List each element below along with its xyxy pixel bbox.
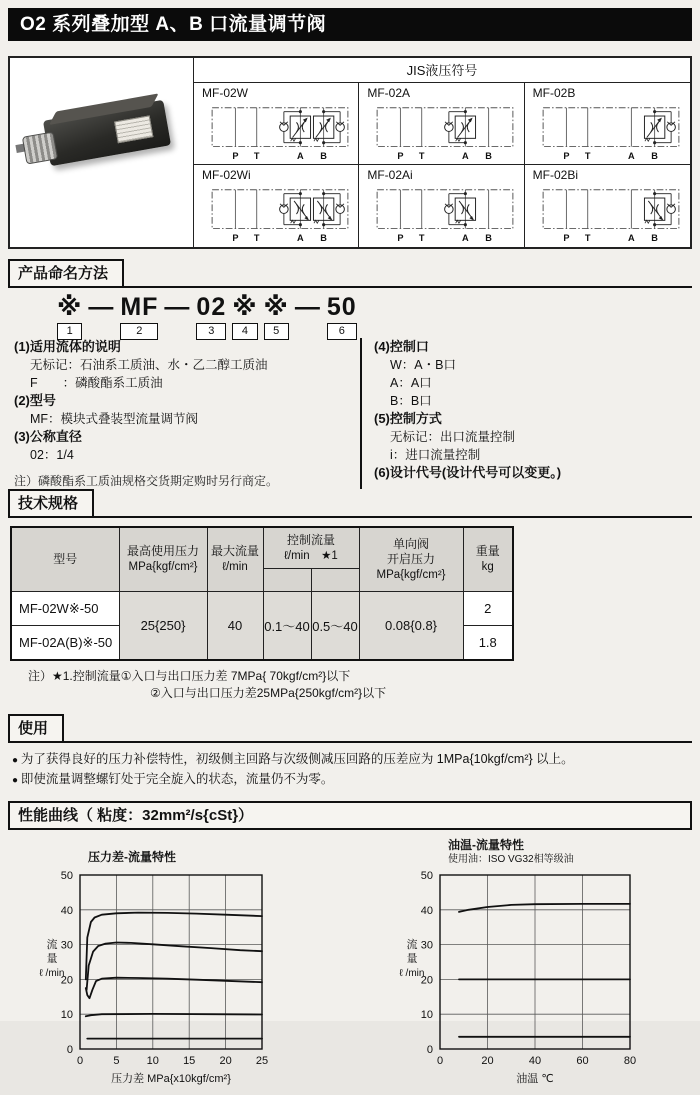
cell-check: 0.08{0.8} (359, 592, 463, 661)
model-code-segment (120, 295, 158, 340)
naming-item-line: W：A・B口 (390, 358, 456, 372)
section-naming (8, 259, 692, 288)
svg-text:0: 0 (436, 1055, 444, 1067)
svg-text:20: 20 (60, 974, 73, 987)
model-code-glyph: 02 (196, 293, 227, 321)
jis-hydraulic-symbol (369, 101, 521, 165)
svg-text:A: A (628, 233, 636, 244)
col-control-flow (263, 527, 359, 569)
cell-weight-1: 2 (463, 592, 513, 626)
svg-text:P: P (563, 151, 570, 162)
model-code-segment (57, 295, 82, 340)
model-code-glyph: MF (120, 293, 159, 321)
svg-text:P: P (563, 233, 570, 244)
jis-hydraulic-symbol (535, 183, 687, 247)
svg-text:0: 0 (76, 1055, 84, 1067)
model-code-segment (232, 295, 257, 340)
svg-text:40: 40 (528, 1055, 542, 1067)
jis-hydraulic-symbol (204, 183, 356, 247)
svg-text:10: 10 (420, 1009, 433, 1022)
model-code-segment (196, 295, 226, 340)
jis-cell-MF-02Bi (525, 165, 690, 247)
svg-text:油温 ℃: 油温 ℃ (516, 1073, 554, 1085)
model-code-number: 6 (327, 323, 357, 340)
naming-item-head: (2)型号 (14, 393, 56, 408)
model-code-glyph: ※ (232, 293, 258, 321)
col-max-pressure-unit: MPa{kgf/cm²} (128, 561, 198, 573)
svg-text:0: 0 (426, 1044, 433, 1056)
jis-hydraulic-symbol (204, 101, 356, 165)
svg-text:5: 5 (113, 1055, 120, 1067)
table-row (11, 592, 513, 626)
naming-explanations (8, 338, 692, 489)
usage-list (12, 750, 692, 790)
svg-text:T: T (419, 151, 426, 162)
model-code-dash (164, 295, 190, 320)
naming-item-head: (5)控制方式 (374, 411, 442, 426)
svg-text:10: 10 (146, 1055, 159, 1067)
svg-text:50: 50 (420, 870, 433, 882)
col-weight-unit: kg (481, 561, 494, 573)
oiltemp-flow-chart-block (392, 836, 692, 1095)
col-max-flow-label: 最大流量 (210, 544, 259, 558)
naming-item-line: A：A口 (390, 376, 432, 390)
cell-model-1: MF-02W※-50 (11, 592, 119, 626)
svg-text:20: 20 (481, 1055, 494, 1067)
valve-nameplate (114, 115, 153, 143)
col-control-flow-label: 控制流量 (286, 532, 335, 547)
col-weight (463, 527, 513, 592)
svg-text:ℓ /min: ℓ /min (39, 968, 65, 979)
svg-text:量: 量 (46, 953, 58, 965)
svg-text:20: 20 (219, 1055, 232, 1067)
model-code-number: 3 (196, 323, 226, 340)
col-check-valve-label2: 开启压力 (386, 551, 435, 566)
jis-cell-MF-02B (525, 83, 690, 165)
spec-note-line: 注）★1.控制流量①入口与出口压力差 7MPa{ 70kgf/cm²}以下 (28, 669, 351, 683)
col-control-flow-unit: ℓ/min ★1 (284, 549, 338, 562)
valve-body-image (43, 100, 171, 166)
jis-model-label: MF-02Ai (367, 168, 413, 182)
col-check-valve-label1: 单向阀 (392, 536, 429, 551)
svg-text:B: B (651, 233, 659, 244)
svg-text:0: 0 (66, 1044, 73, 1056)
usage-bullet: ● 即使流量调整螺钉处于完全旋入的状态，流量仍不为零。 (12, 770, 692, 790)
svg-text:B: B (651, 151, 659, 162)
pressure-flow-chart (32, 869, 350, 1095)
svg-text:B: B (320, 233, 328, 244)
svg-text:40: 40 (60, 904, 73, 917)
naming-item-line: B：B口 (390, 394, 432, 408)
jis-cell-MF-02Wi (194, 165, 359, 247)
model-code-number: 2 (120, 323, 158, 340)
svg-text:T: T (254, 151, 260, 162)
svg-text:T: T (254, 233, 260, 244)
svg-text:30: 30 (60, 939, 73, 952)
svg-text:40: 40 (420, 904, 433, 917)
naming-left-column (8, 338, 360, 489)
model-code-glyph: 50 (326, 293, 357, 321)
svg-text:15: 15 (183, 1055, 196, 1067)
jis-cell-MF-02A (359, 83, 524, 165)
cell-model-2: MF-02A(B)※-50 (11, 626, 119, 661)
section-usage-title: 使用 (8, 714, 64, 741)
model-code-glyph: ※ (57, 293, 83, 321)
svg-text:10: 10 (60, 1009, 73, 1022)
naming-item-line: MF：模块式叠装型流量调节阀 (30, 412, 199, 426)
col-check-valve-unit: MPa{kgf/cm²} (376, 568, 446, 581)
cell-maxflow: 40 (207, 592, 263, 661)
svg-text:P: P (397, 151, 404, 162)
model-code-number: 4 (232, 323, 257, 340)
svg-text:B: B (485, 151, 493, 162)
svg-text:B: B (320, 151, 328, 162)
cell-pressure: 25{250} (119, 592, 207, 661)
pressure-flow-chart-block (32, 836, 358, 1095)
svg-text:20: 20 (420, 974, 433, 987)
svg-text:30: 30 (420, 939, 433, 952)
svg-text:B: B (485, 233, 493, 244)
naming-item-line: F ：磷酸酯系工质油 (30, 376, 163, 390)
naming-item-head: (3)公称直径 (14, 429, 82, 444)
svg-text:T: T (419, 233, 426, 244)
svg-text:A: A (297, 233, 304, 244)
section-performance (8, 801, 692, 830)
naming-right-column (360, 338, 692, 489)
pressure-flow-chart-title: 压力差-流量特性 (88, 850, 176, 864)
col-control-flow-sub1 (263, 569, 311, 592)
svg-text:50: 50 (60, 870, 73, 882)
section-specs-title: 技术规格 (8, 489, 94, 516)
jis-model-label: MF-02Wi (202, 168, 251, 182)
jis-model-label: MF-02W (202, 86, 248, 100)
naming-item-head: (1)适用流体的说明 (14, 339, 121, 354)
svg-text:A: A (462, 151, 470, 162)
svg-text:A: A (462, 233, 470, 244)
page-title: O2 系列叠加型 A、B 口流量调节阀 (8, 8, 692, 41)
cell-ctrl1: 0.1～40 (263, 592, 311, 661)
naming-item-line: i：进口流量控制 (390, 448, 481, 462)
charts-area (8, 836, 692, 1095)
cell-weight-2: 1.8 (463, 626, 513, 661)
section-usage (8, 714, 692, 743)
svg-text:压力差 MPa{x10kgf/cm²}: 压力差 MPa{x10kgf/cm²} (111, 1073, 231, 1085)
oiltemp-flow-chart-title: 油温-流量特性 (448, 838, 524, 852)
spec-notes (28, 668, 692, 702)
svg-text:A: A (297, 151, 304, 162)
model-code-number: 5 (264, 323, 289, 340)
section-naming-title: 产品命名方法 (8, 259, 124, 286)
col-max-pressure (119, 527, 207, 592)
col-max-flow-unit: ℓ/min (222, 561, 248, 573)
model-code-number: 1 (57, 323, 82, 340)
naming-item-line: 无标记：出口流量控制 (390, 430, 516, 444)
svg-text:流: 流 (46, 939, 58, 951)
svg-text:A: A (628, 151, 636, 162)
svg-text:80: 80 (623, 1055, 637, 1067)
svg-text:T: T (585, 151, 591, 162)
naming-note: 注）磷酸酯系工质油规格交货期定购时另行商定。 (14, 474, 279, 488)
cell-ctrl2: 0.5～40 (311, 592, 359, 661)
oiltemp-flow-chart (392, 869, 692, 1095)
jis-symbol-table (8, 56, 692, 249)
model-code-glyph: — (294, 293, 321, 321)
jis-model-label: MF-02A (367, 86, 411, 100)
svg-text:量: 量 (406, 953, 418, 965)
spec-note-line: ②入口与出口压力差25MPa{250kgf/cm²}以下 (150, 686, 387, 700)
model-code-dash (88, 295, 114, 320)
model-code-glyph: — (88, 293, 115, 321)
jis-hydraulic-symbol (369, 183, 521, 247)
model-code (8, 288, 692, 336)
naming-item-line: 02：1/4 (30, 448, 74, 462)
jis-cell-MF-02Ai (359, 165, 524, 247)
spec-table (10, 526, 514, 661)
col-check-valve (359, 527, 463, 592)
col-max-flow (207, 527, 263, 592)
svg-text:流: 流 (406, 939, 418, 951)
spec-table-wrap (10, 526, 692, 661)
oiltemp-flow-chart-subtitle: 使用油：ISO VG32相等级油 (448, 854, 574, 865)
model-code-segment (327, 295, 357, 340)
svg-text:60: 60 (576, 1055, 589, 1067)
usage-bullet: ● 为了获得良好的压力补偿特性，初级侧主回路与次级侧减压回路的压差应为 1MPa{10kgf/cm²} 以上。 (12, 750, 692, 770)
section-performance-title: 性能曲线（ 粘度：32mm²/s{cSt}） (8, 801, 692, 828)
naming-item-line: 无标记：石油系工质油、水・乙二醇工质油 (30, 358, 268, 372)
model-code-glyph: ※ (263, 293, 289, 321)
col-control-flow-sub2 (311, 569, 359, 592)
svg-text:ℓ /min: ℓ /min (399, 968, 425, 979)
jis-model-label: MF-02Bi (532, 168, 578, 182)
product-photo (10, 58, 194, 247)
col-weight-label: 重量 (475, 544, 500, 558)
svg-text:P: P (397, 233, 404, 244)
jis-model-label: MF-02B (532, 86, 576, 100)
svg-text:25: 25 (255, 1055, 269, 1067)
model-code-glyph: — (164, 293, 191, 321)
naming-item-head: (6)设计代号(设计代号可以变更。) (374, 465, 562, 480)
col-model: 型号 (11, 527, 119, 592)
valve-adjust-knob (22, 131, 58, 164)
model-code-segment (264, 295, 289, 340)
section-specs (8, 489, 692, 518)
jis-table-header: JIS液压符号 (194, 58, 690, 83)
svg-text:T: T (585, 233, 591, 244)
svg-text:P: P (232, 233, 239, 244)
model-code-dash (295, 295, 321, 320)
jis-cell-MF-02W (194, 83, 359, 165)
svg-text:P: P (232, 151, 239, 162)
naming-item-head: (4)控制口 (374, 339, 429, 354)
col-max-pressure-label: 最高使用压力 (126, 544, 199, 558)
jis-hydraulic-symbol (535, 101, 687, 165)
